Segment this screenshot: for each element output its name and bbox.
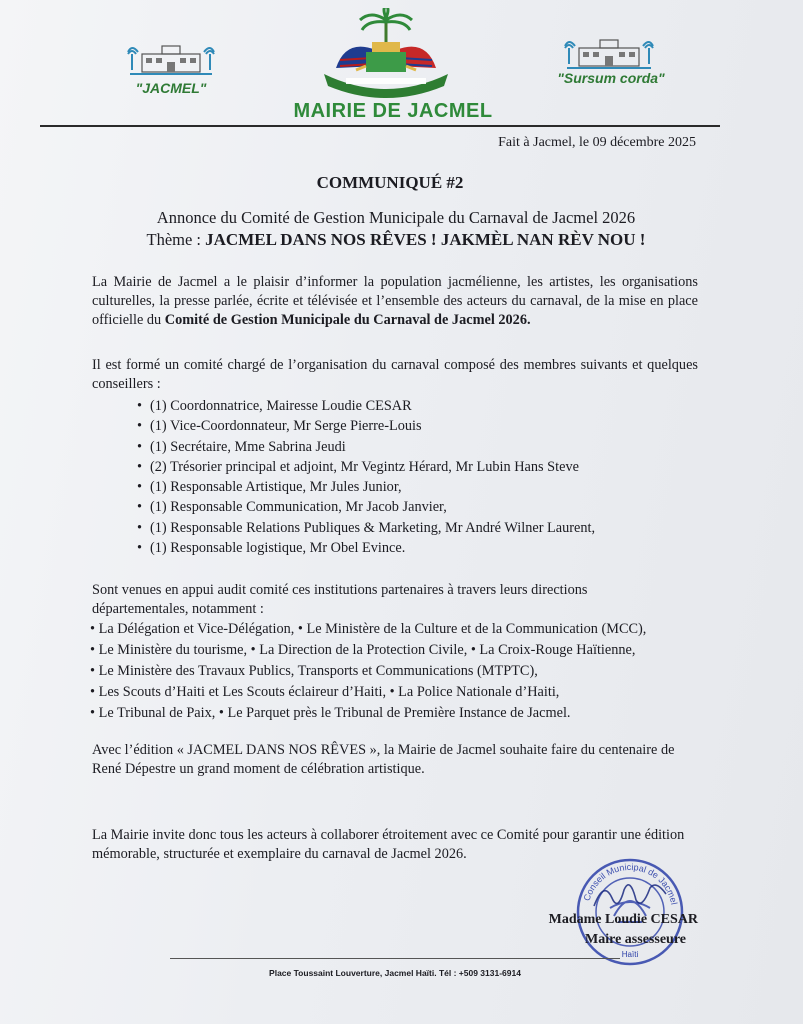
member-item: • (2) Trésorier principal et adjoint, Mr Vegintz Hérard, Mr Lubin Hans Steve — [137, 457, 697, 477]
institution-line: • Le Ministère du tourisme, • La Direction de la Protection Civile, • La Croix-Rouge Haïtienne, — [90, 642, 636, 658]
institution-line: • Le Tribunal de Paix, • Le Parquet près le Tribunal de Première Instance de Jacmel. — [90, 705, 571, 721]
stamp-bottom-text: Haïti — [621, 950, 639, 959]
date-line: Fait à Jacmel, le 09 décembre 2025 — [498, 135, 696, 150]
member-item: • (1) Responsable Artistique, Mr Jules Junior, — [137, 477, 697, 497]
institution-line: • Les Scouts d’Haiti et Les Scouts éclaireur d’Haiti, • La Police Nationale d’Haiti, — [90, 684, 560, 700]
header-divider — [40, 125, 720, 127]
member-item: • (1) Responsable logistique, Mr Obel Evince. — [137, 538, 697, 558]
sursum-corda-motto: "Sursum corda" — [557, 70, 665, 86]
theme-line — [60, 230, 732, 250]
mairie-title: MAIRIE DE JACMEL — [293, 100, 493, 122]
member-item: • (1) Vice-Coordonnateur, Mr Serge Pierre-Louis — [137, 416, 697, 436]
stamp-ring-text: Conseil Municipal de Jacmel — [581, 861, 680, 906]
theme-text: JACMEL DANS NOS RÊVES ! JAKMÈL NAN RÈV NOU ! — [205, 230, 646, 249]
partners-intro-line-1: Sont venues en appui audit comité ces institutions partenaires à travers leurs directions — [92, 582, 588, 598]
signatory-title: Maire assesseure — [585, 932, 686, 947]
committee-intro: Il est formé un comité chargé de l’organisation du carnaval composé des membres suivants et quelques conseillers : — [92, 357, 698, 392]
member-item: • (1) Responsable Relations Publiques & Marketing, Mr André Wilner Laurent, — [137, 518, 697, 538]
closing-paragraph: La Mairie invite donc tous les acteurs à collaborer étroitement avec ce Comité pour garantir une édition mémorable, structurée et exemplaire du carnaval de Jacmel 2026. — [92, 827, 685, 862]
theme-prefix: Thème : — [146, 230, 206, 249]
member-item: • (1) Responsable Communication, Mr Jacob Janvier, — [137, 497, 697, 517]
intro-paragraph — [92, 273, 698, 330]
partners-intro-line-2: départementales, notamment : — [92, 601, 264, 617]
communique-title: COMMUNIQUÉ #2 — [316, 173, 464, 192]
coat-of-arms — [316, 8, 456, 103]
footer-address: Place Toussaint Louverture, Jacmel Haïti. Tél : +509 3131-6914 — [269, 968, 521, 978]
announce-line: Annonce du Comité de Gestion Municipale du Carnaval de Jacmel 2026 — [156, 208, 636, 227]
institution-line: • Le Ministère des Travaux Publics, Transports et Communications (MTPTC), — [90, 663, 538, 679]
jacmel-motto-left: "JACMEL" — [135, 80, 207, 96]
intro-text: La Mairie de Jacmel a le plaisir d’informer la population jacmélienne, les artistes, les organisations culturelles, la presse parlée, écrite et télévisée et l’ensemble des acteurs du carnaval, de la mise en place officielle du — [92, 274, 698, 328]
haiti-coat-of-arms-icon — [316, 8, 456, 98]
city-hall-icon — [126, 40, 216, 82]
signatory-name: Madame Loudie CESAR — [548, 912, 698, 927]
member-item: • (1) Secrétaire, Mme Sabrina Jeudi — [137, 437, 697, 457]
edition-paragraph: Avec l’édition « JACMEL DANS NOS RÊVES », la Mairie de Jacmel souhaite faire du centenaire de René Dépestre un grand moment de célébration artistique. — [92, 742, 675, 777]
institution-line: • La Délégation et Vice-Délégation, • Le Ministère de la Culture et de la Communication (MCC), — [90, 621, 647, 637]
institution-list — [90, 619, 710, 724]
handwritten-signature — [590, 876, 670, 921]
jacmel-logo-left — [126, 40, 216, 82]
member-item: • (1) Coordonnatrice, Mairesse Loudie CESAR — [137, 396, 697, 416]
committee-member-list — [137, 396, 697, 558]
footer-divider — [170, 958, 620, 959]
intro-bold: Comité de Gestion Municipale du Carnaval de Jacmel 2026. — [164, 312, 531, 328]
